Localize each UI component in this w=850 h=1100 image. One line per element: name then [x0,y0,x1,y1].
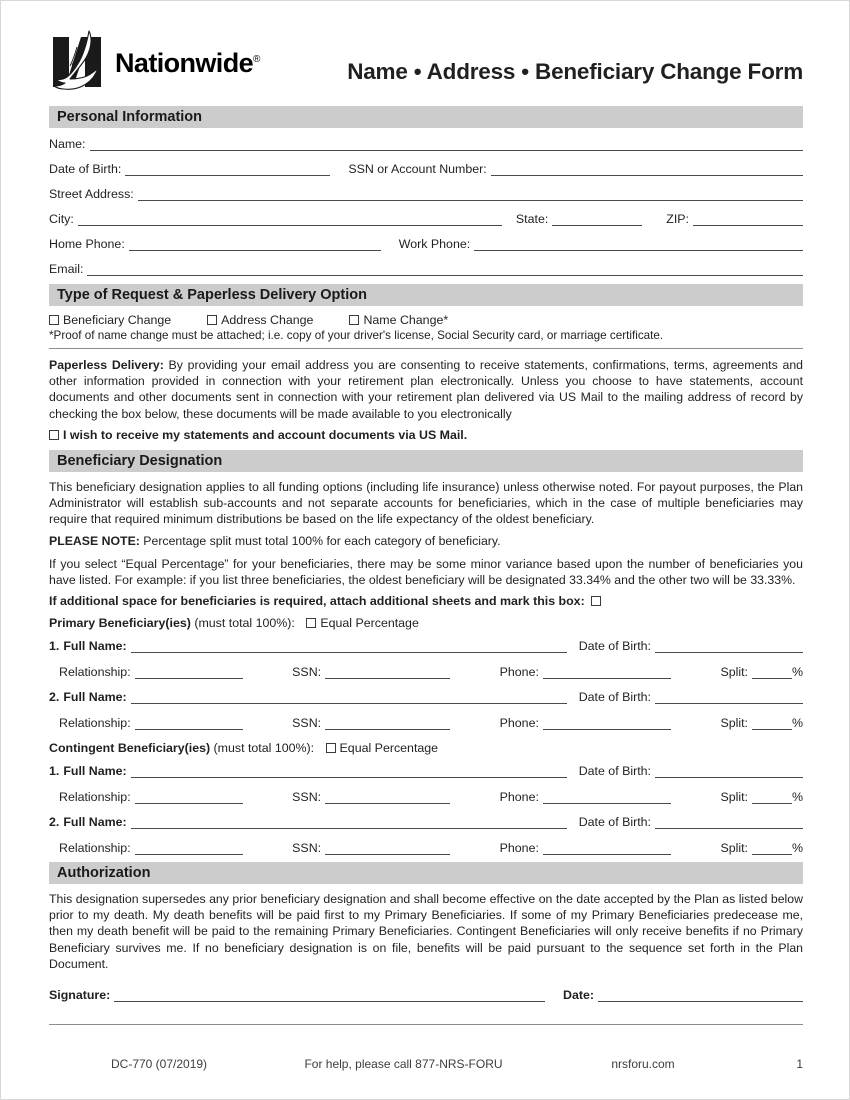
relationship-label: Relationship: [59,665,131,680]
ssn-input[interactable] [325,841,450,855]
field-row-street-address [49,187,803,201]
form-number: DC-770 (07/2019) [111,1057,208,1071]
ssn-input[interactable] [325,790,450,804]
date-of-birth-input[interactable] [655,764,803,778]
section-header-personal-information: Personal Information [49,106,803,128]
please-note-text: Percentage split must total 100% for each category of beneficiary. [139,534,501,549]
checkbox-icon[interactable] [207,315,217,325]
checkbox-option-address-change[interactable] [207,313,313,327]
zip-input[interactable] [693,212,803,226]
additional-sheets-label: If additional space for beneficiaries is required, attach additional sheets and mark this box: [49,594,585,609]
phone-label: Phone: [499,665,539,680]
paperless-delivery-text: By providing your email address you are consenting to receive statements, confirmations, terms, agreements and other information provided in connection with your retirement plan electronically. Unless you choose to have statements, account documents and other documents sent in connection with your retirement plan delivered via US Mail to the mailing address of record by checking the box below, these documents will be made available to you electronically [49,358,803,421]
full-name-label: Full Name: [63,815,127,830]
brand-logo [49,29,260,97]
city-label: City: [49,212,74,226]
checkbox-option-name-change[interactable] [349,313,448,327]
divider [49,348,803,349]
checkbox-option-beneficiary-change[interactable] [49,313,171,327]
beneficiary-index: 2. [49,690,60,705]
help-text: For help, please call 877-NRS-FORU [304,1057,503,1071]
footer-divider [49,1024,803,1025]
date-of-birth-label: Date of Birth: [49,162,122,176]
beneficiary-index: 2. [49,815,60,830]
contingent-equal-percentage-label: Equal Percentage [339,741,439,756]
work-phone-label: Work Phone: [398,237,471,251]
split-label: Split: [720,716,748,731]
date-label: Date: [563,988,594,1003]
full-name-input[interactable] [131,639,567,653]
page-number: 1 [796,1057,803,1071]
full-name-label: Full Name: [63,639,127,654]
checkbox-icon[interactable] [326,743,336,753]
relationship-input[interactable] [135,716,243,730]
beneficiary-detail-row [49,665,803,679]
full-name-input[interactable] [131,764,567,778]
checkbox-label: Name Change* [363,313,449,327]
relationship-label: Relationship: [59,841,131,856]
checkbox-label: Address Change [221,313,314,327]
date-of-birth-input[interactable] [655,690,803,704]
equal-percentage-note: If you select “Equal Percentage” for your beneficiaries, there may be some minor variance based upon the number of beneficiaries you have listed. For example: if you list three beneficiaries, the oldest beneficiary will be designated 33.34% and the other two will be 33.33%. [49,556,803,587]
phone-input[interactable] [543,841,671,855]
split-input[interactable] [752,790,792,804]
relationship-input[interactable] [135,665,243,679]
brand-wordmark [115,48,260,79]
beneficiary-detail-row [49,716,803,730]
home-phone-input[interactable] [129,237,381,251]
city-input[interactable] [78,212,502,226]
email-label: Email: [49,262,84,276]
street-address-input[interactable] [138,187,803,201]
checkbox-label: Beneficiary Change [63,313,172,327]
name-input[interactable] [90,137,804,151]
full-name-label: Full Name: [63,764,127,779]
phone-input[interactable] [543,790,671,804]
ssn-or-account-label: SSN or Account Number: [348,162,487,176]
primary-equal-percentage-label: Equal Percentage [320,616,419,631]
split-input[interactable] [752,841,792,855]
split-input[interactable] [752,665,792,679]
checkbox-icon[interactable] [49,430,59,440]
percent-symbol: % [791,665,804,680]
beneficiary-name-row [49,690,803,704]
field-row-dob-ssn [49,162,803,176]
phone-label: Phone: [499,790,539,805]
page-title: Name • Address • Beneficiary Change Form [347,59,803,84]
phone-label: Phone: [499,841,539,856]
checkbox-icon[interactable] [49,315,59,325]
ssn-input[interactable] [325,716,450,730]
phone-input[interactable] [543,665,671,679]
split-label: Split: [720,790,748,805]
state-input[interactable] [552,212,642,226]
please-note-label: PLEASE NOTE: [49,534,140,549]
section-header-beneficiary-designation: Beneficiary Designation [49,450,803,472]
field-row-name [49,137,803,151]
signature-label: Signature: [49,988,111,1003]
work-phone-input[interactable] [474,237,803,251]
nationwide-eagle-n-logo-icon [49,29,105,97]
date-of-birth-label: Date of Birth: [578,815,651,830]
section-header-type-of-request: Type of Request & Paperless Delivery Option [49,284,803,306]
relationship-label: Relationship: [59,716,131,731]
ssn-label: SSN: [292,790,322,805]
split-label: Split: [720,665,748,680]
document-header [49,1,803,106]
percent-symbol: % [791,841,804,856]
primary-beneficiary-heading [49,616,803,630]
percent-symbol: % [791,716,804,731]
relationship-input[interactable] [135,790,243,804]
relationship-label: Relationship: [59,790,131,805]
beneficiary-name-row [49,815,803,829]
beneficiary-detail-row [49,841,803,855]
signature-row [49,988,803,1002]
full-name-input[interactable] [131,815,567,829]
checkbox-icon[interactable] [591,596,601,606]
checkbox-icon[interactable] [349,315,359,325]
request-type-options [49,313,803,327]
beneficiary-index: 1. [49,639,60,654]
website-link[interactable]: nrsforu.com [611,1057,675,1071]
street-address-label: Street Address: [49,187,134,201]
date-of-birth-input[interactable] [125,162,330,176]
date-of-birth-label: Date of Birth: [578,639,651,654]
paperless-delivery-label: Paperless Delivery: [49,358,164,372]
full-name-input[interactable] [131,690,567,704]
ssn-label: SSN: [292,665,322,680]
name-label: Name: [49,137,86,151]
percent-symbol: % [791,790,804,805]
contingent-must-total: (must total 100%): [210,741,315,756]
beneficiary-name-row [49,764,803,778]
contingent-beneficiary-title: Contingent Beneficiary(ies) [49,741,211,756]
name-change-footnote: *Proof of name change must be attached; i.e. copy of your driver's license, Social Security card, or marriage certificate. [49,329,664,342]
home-phone-label: Home Phone: [49,237,125,251]
checkbox-option-us-mail[interactable] [49,428,803,442]
full-name-label: Full Name: [63,690,127,705]
zip-label: ZIP: [666,212,689,226]
checkbox-icon[interactable] [306,618,316,628]
date-of-birth-input[interactable] [655,639,803,653]
phone-input[interactable] [543,716,671,730]
field-row-city-state-zip [49,212,803,226]
primary-must-total: (must total 100%): [190,616,295,631]
state-label: State: [515,212,549,226]
please-note-paragraph [49,533,803,549]
date-of-birth-input[interactable] [655,815,803,829]
paperless-delivery-paragraph [49,357,803,422]
signature-input[interactable] [114,988,545,1002]
contingent-beneficiary-heading [49,741,803,755]
ssn-or-account-input[interactable] [491,162,803,176]
authorization-text: This designation supersedes any prior beneficiary designation and shall become effective on the date accepted by the Plan as listed below prior to my death. My death benefits will be paid first to my Primary Beneficiaries. If some of my Primary Beneficiaries predecease me, then my death benefit will be paid to the remaining Primary Beneficiaries. Contingent Beneficiaries will only receive benefits if no Primary Beneficiary survives me. If no beneficiary designation is on file, benefits will be paid pursuant to the sequence set forth in the Plan Document. [49,892,803,971]
relationship-input[interactable] [135,841,243,855]
email-input[interactable] [87,262,803,276]
split-label: Split: [720,841,748,856]
registered-trademark-icon: ® [253,53,260,65]
field-row-email [49,262,803,276]
split-input[interactable] [752,716,792,730]
beneficiary-index: 1. [49,764,60,779]
beneficiary-detail-row [49,790,803,804]
additional-sheets-row[interactable] [49,594,803,608]
date-of-birth-label: Date of Birth: [578,690,651,705]
phone-label: Phone: [499,716,539,731]
beneficiary-designation-intro: This beneficiary designation applies to all funding options (including life insurance) unless otherwise noted. For payout purposes, the Plan Administrator will establish sub-accounts and not separate accounts for beneficiaries, which in the case of multiple beneficiaries may require that required minimum distributions be based on the life expectancy of the oldest beneficiary. [49,479,803,527]
ssn-input[interactable] [325,665,450,679]
ssn-label: SSN: [292,716,322,731]
primary-beneficiary-title: Primary Beneficiary(ies) [49,616,191,631]
checkbox-label: I wish to receive my statements and account documents via US Mail. [63,427,468,442]
date-input[interactable] [598,988,803,1002]
brand-name: Nationwide [115,47,254,78]
field-row-phones [49,237,803,251]
date-of-birth-label: Date of Birth: [578,764,651,779]
ssn-label: SSN: [292,841,322,856]
page-footer [49,1057,803,1071]
section-header-authorization: Authorization [49,862,803,884]
beneficiary-name-row [49,639,803,653]
